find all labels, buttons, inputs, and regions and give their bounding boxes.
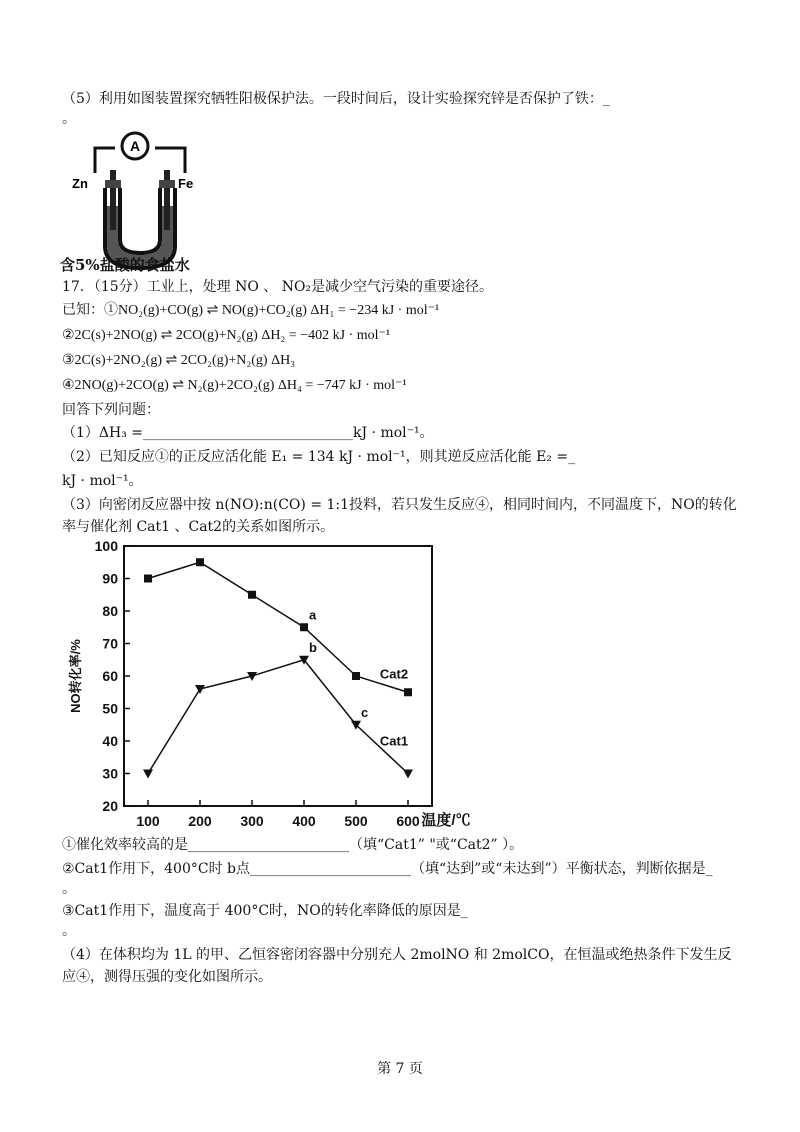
fe-label: Fe [178,176,194,191]
data-point-cat1 [403,770,413,779]
y-tick-label: 30 [102,765,118,782]
q17-part1: （1）ΔH₃ =______________________________kJ · mol⁻¹。 [62,425,434,441]
y-tick-label: 70 [102,635,118,652]
x-tick-label: 400 [292,813,316,829]
q17-part4: （4）在体积均为 1L 的甲、乙恒容密闭容器中分别充人 2molNO 和 2molCO，在恒温或绝热条件下发生反 [62,947,732,963]
data-point-cat1 [143,770,153,779]
y-tick-label: 80 [102,603,118,619]
q17-eq4: ④2NO(g)+2CO(g) ⇌ N₂(g)+2CO₂(g) ΔH₄ = −747 kJ · mol⁻¹ [62,378,407,393]
q17-part2: （2）已知反应①的正反应活化能 E₁ = 134 kJ · mol⁻¹，则其逆反应活化能 E₂ =_ [62,449,576,465]
y-axis-label: NO转化率/% [68,639,83,713]
q17-sub3: ③Cat1作用下，温度高于 400°C时，NO的转化率降低的原因是_ [62,903,468,919]
data-point-cat2 [196,558,204,566]
no-conversion-chart [62,532,482,832]
ammeter-label: A [129,138,141,154]
data-point-cat2 [248,591,256,599]
y-tick-label: 60 [102,668,118,684]
series-line-cat2 [148,562,408,692]
x-tick-label: 200 [188,813,212,829]
q17-part3-cont: 率与催化剂 Cat1 、Cat2的关系如图所示。 [62,519,335,535]
data-point-cat2 [352,672,360,680]
data-point-cat2 [300,623,308,631]
point-annotation-a: a [309,607,317,623]
x-axis-label: 温度/℃ [421,812,471,829]
q17-eq2: ②2C(s)+2NO(g) ⇌ 2CO(g)+N₂(g) ΔH₂ = −402 kJ · mol⁻¹ [62,328,391,343]
series-label-cat1: Cat1 [379,733,409,749]
y-tick-label: 40 [102,733,118,749]
y-tick-label: 50 [102,700,118,717]
x-tick-label: 100 [136,813,160,829]
q5-question: （5）利用如图装置探究牺牲阳极保护法。一段时间后，设计实验探究锌是否保护了铁：_ [62,91,610,107]
data-point-cat1 [195,685,205,694]
y-tick-label: 20 [102,798,118,814]
q17-sub2-end: 。 [62,881,76,897]
y-tick-label: 90 [102,570,118,587]
q17-intro: 17．（15分）工业上，处理 NO 、 NO₂是减少空气污染的重要途径。 [62,279,494,295]
series-line-cat1 [148,660,408,774]
q17-answer-prompt: 回答下列问题： [62,402,160,418]
q17-sub3-end: 。 [62,923,76,939]
x-tick-label: 600 [396,813,420,829]
q17-part4-cont: 应④，测得压强的变化如图所示。 [62,969,272,985]
q17-sub2: ②Cat1作用下，400°C时 b点_______________________（填“达到”或“未达到”）平衡状态，判断依据是_ [62,861,713,877]
series-label-cat2: Cat2 [379,666,409,682]
data-point-cat2 [144,575,152,583]
q17-part2-end: kJ · mol⁻¹。 [62,473,143,489]
x-tick-label: 300 [240,813,264,829]
page-footer: 第 7 页 [377,1061,423,1077]
q17-eq3: ③2C(s)+2NO₂(g) ⇌ 2CO₂(g)+N₂(g) ΔH₃ [62,353,296,368]
zn-label: Zn [72,176,88,191]
y-tick-label: 100 [94,538,118,554]
x-tick-label: 500 [344,813,368,829]
q17-part3: （3）向密闭反应器中按 n(NO):n(CO) = 1:1投料，若只发生反应④，相同时间内，不同温度下，NO的转化 [62,497,737,513]
q17-sub1: ①催化效率较高的是_______________________（填“Cat1” "或“Cat2” ）。 [62,837,524,853]
apparatus-caption: 含5%盐酸的食盐水 [60,256,190,274]
data-point-cat2 [404,688,412,696]
point-annotation-b: b [309,639,317,655]
point-annotation-c: c [361,704,369,720]
q5-answer-end: 。 [62,111,76,127]
q17-known-eq1: 已知：①NO₂(g)+CO(g) ⇌ NO(g)+CO₂(g) ΔH₁ = −234 kJ · mol⁻¹ [62,303,440,318]
